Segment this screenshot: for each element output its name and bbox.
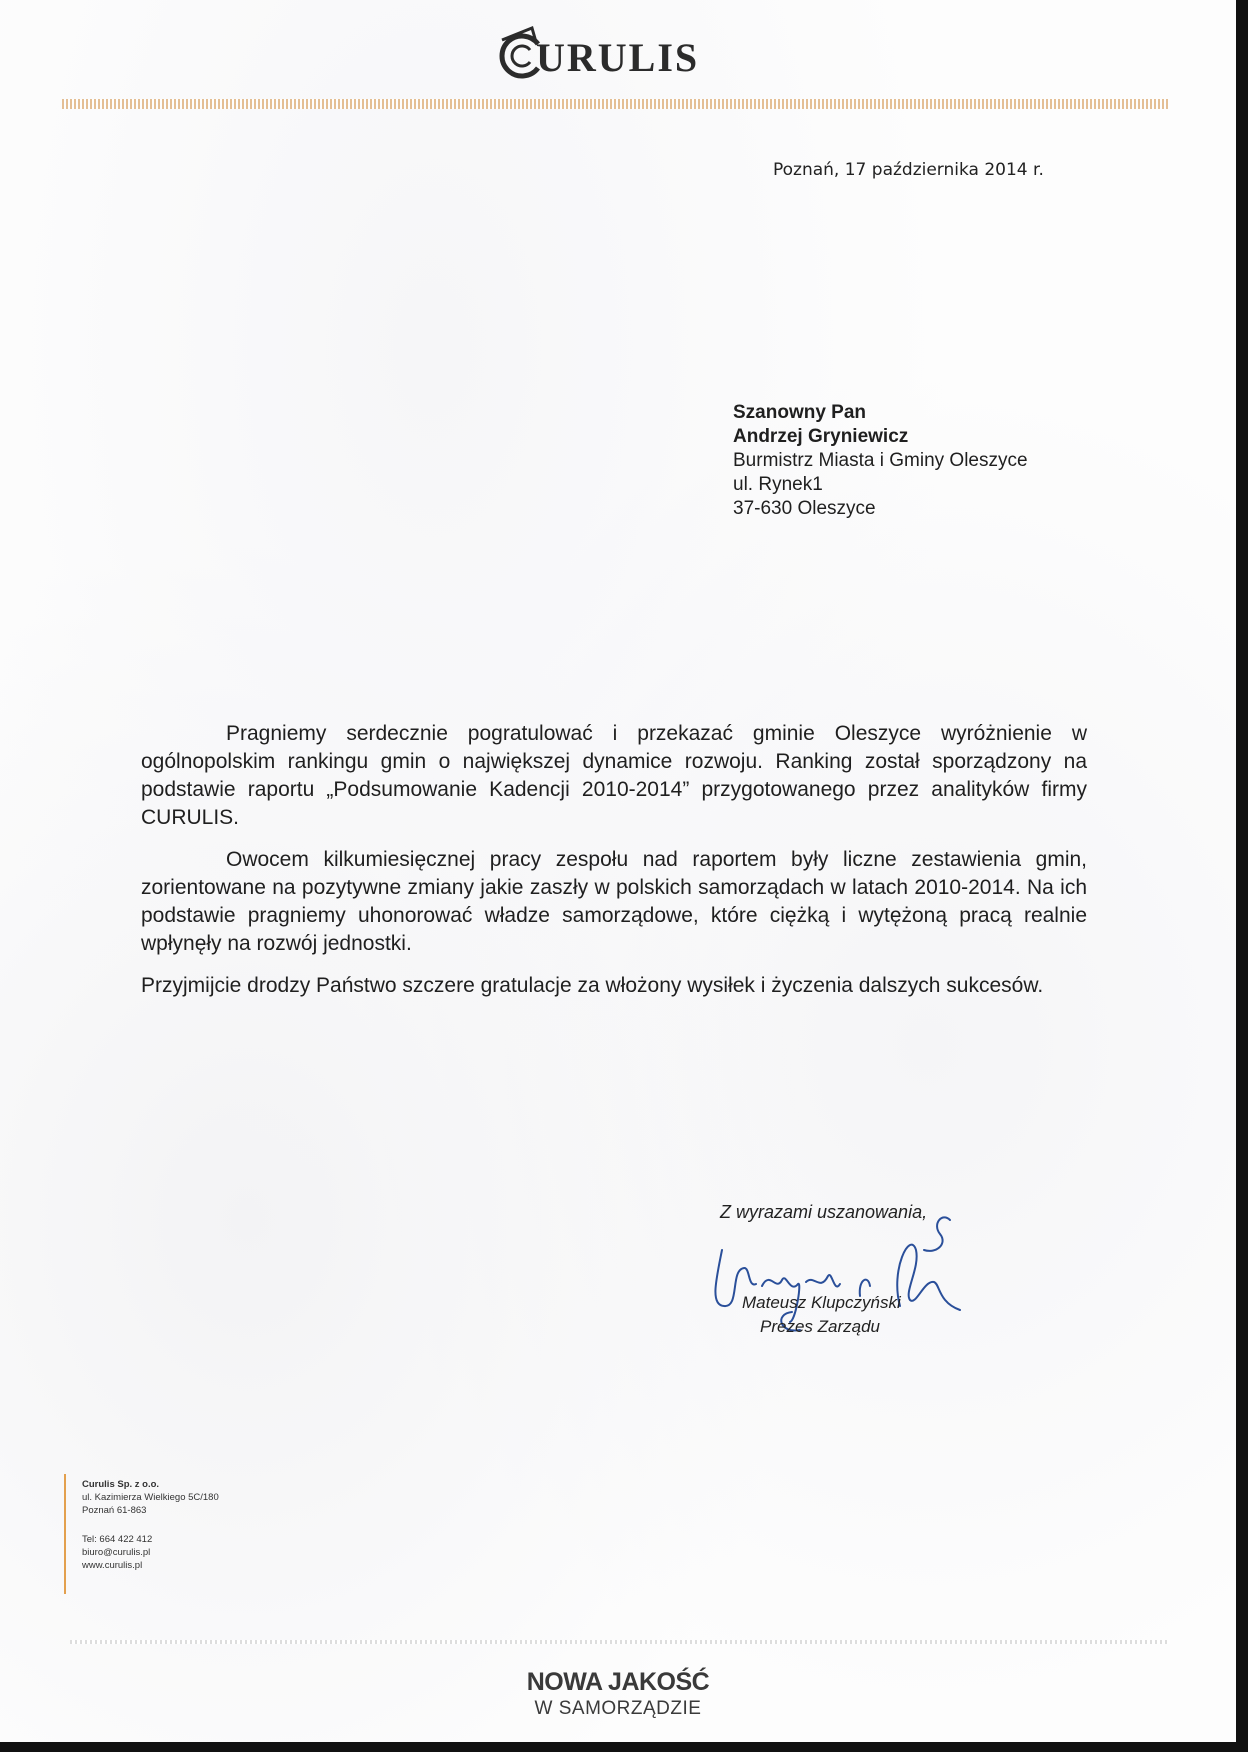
body-paragraph-3: Przyjmijcie drodzy Państwo szczere gratulacje za włożony wysiłek i życzenia dalszych sukcesów. xyxy=(141,974,1044,997)
tagline-line-2: W SAMORZĄDZIE xyxy=(534,1698,702,1719)
footer-email[interactable]: biuro@curulis.pl xyxy=(82,1547,151,1558)
recipient-salutation: Szanowny Pan xyxy=(733,402,867,423)
tagline-line-1: NOWA JAKOŚĆ xyxy=(526,1668,710,1696)
recipient-street: ul. Rynek1 xyxy=(733,474,823,495)
footer-accent-bar xyxy=(64,1474,66,1594)
signer-name: Mateusz Klupczyński xyxy=(742,1293,901,1312)
body-paragraph-1: Pragniemy serdecznie pogratulować i przekazać gminie Oleszyce wyróżnienie w ogólnopolskim rankingu gmin o największej dynamice rozwoju. Ranking został sporządzony na podstawie raportu „Podsumowanie Kadencji 2010-2014” przygotowanego przez analityków firmy CURULIS. xyxy=(141,722,1087,829)
header-divider xyxy=(62,99,1170,109)
curulis-logo xyxy=(492,22,752,82)
recipient-address xyxy=(733,401,1028,521)
footer-street: ul. Kazimierza Wielkiego 5C/180 xyxy=(82,1492,219,1503)
footer-company-name: Curulis Sp. z o.o. xyxy=(82,1479,160,1490)
letter-body xyxy=(141,720,1087,1014)
body-paragraph-2: Owocem kilkumiesięcznej pracy zespołu nad raportem były liczne zestawienia gmin, zorientowane na pozytywne zmiany jakie zaszły w polskich samorządach w latach 2010-2014. Na ich podstawie pragniemy uhonorować władze samorządowe, które ciężką i wytężoną pracą realnie wpłynęły na rozwój jednostki. xyxy=(141,848,1087,955)
recipient-name: Andrzej Gryniewicz xyxy=(733,426,909,447)
footer-phone: Tel: 664 422 412 xyxy=(82,1534,153,1545)
scan-edge-bottom xyxy=(0,1742,1248,1752)
signer-title: Prezes Zarządu xyxy=(760,1317,880,1336)
recipient-city: 37-630 Oleszyce xyxy=(733,498,876,519)
logo-wordmark: URULIS xyxy=(536,35,700,80)
company-contact-block xyxy=(82,1478,219,1572)
footer-divider xyxy=(70,1640,1170,1644)
recipient-position: Burmistrz Miasta i Gminy Oleszyce xyxy=(733,450,1028,471)
scan-edge-right xyxy=(1236,0,1248,1752)
closing-phrase: Z wyrazami uszanowania, xyxy=(720,1202,928,1222)
footer-website[interactable]: www.curulis.pl xyxy=(82,1560,143,1571)
footer-city: Poznań 61-863 xyxy=(82,1505,147,1516)
letter-date: Poznań, 17 października 2014 r. xyxy=(773,160,1044,180)
